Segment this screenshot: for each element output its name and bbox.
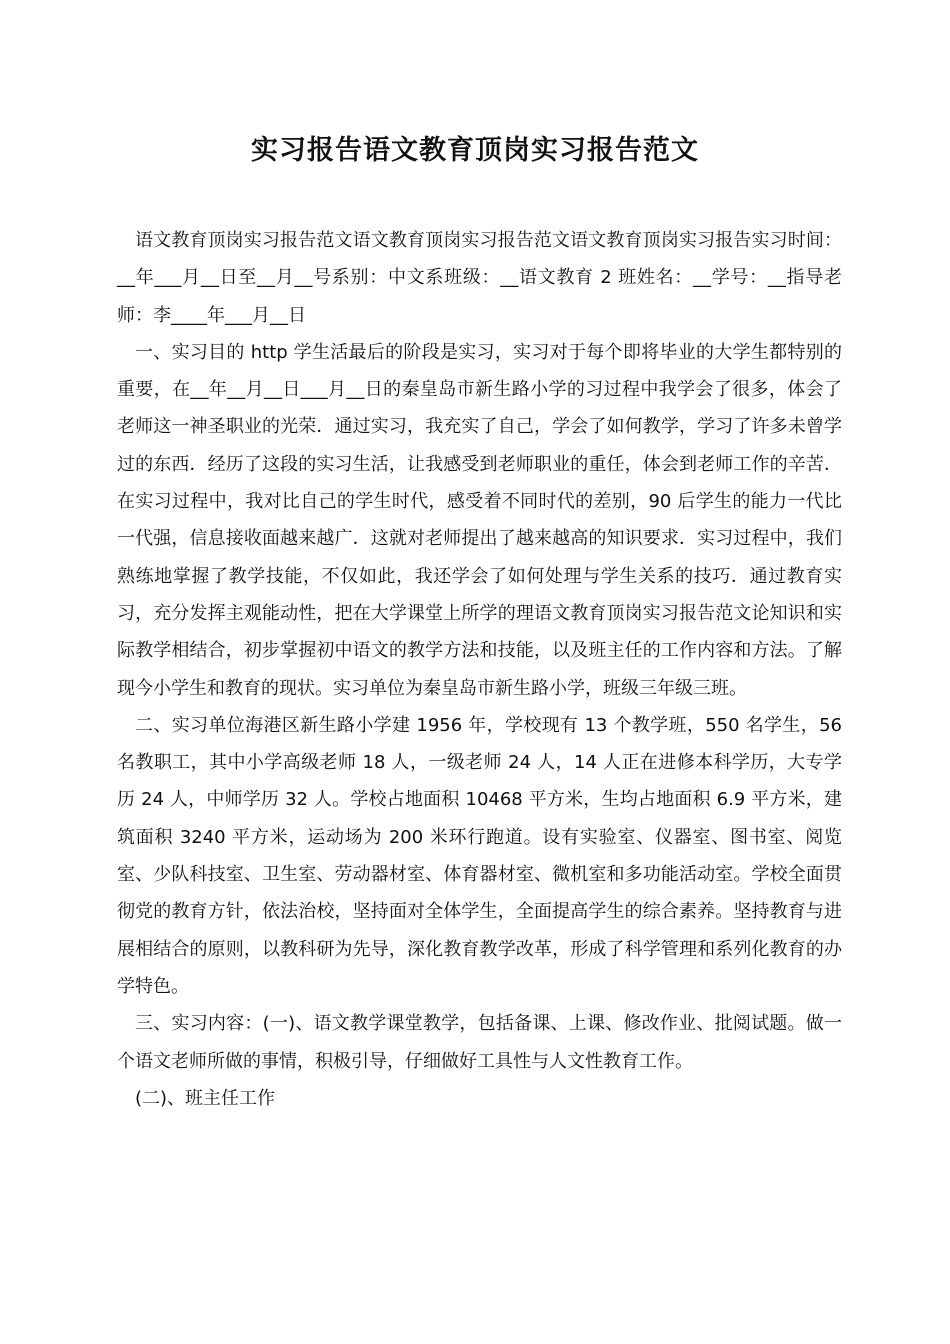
paragraph-purpose: 一、实习目的 http 学生活最后的阶段是实习，实习对于每个即将毕业的大学生都特别的重要，在__年__月__日___月__日的秦皇岛市新生路小学的习过程中我学会了很多，体会了老师这一神圣职业的光荣．通过实习，我充实了自己，学会了如何教学，学习了许多未曾学过的东西．经历了这段的实习生活，让我感受到老师职业的重任，体会到老师工作的辛苦．在实习过程中，我对比自己的学生时代，感受着不同时代的差别，90 后学生的能力一代比一代强，信息接收面越来越广．这就对老师提出了越来越高的知识要求．实习过程中，我们熟练地掌握了教学技能，不仅如此，我还学会了如何处理与学生关系的技巧．通过教育实习，充分发挥主观能动性，把在大学课堂上所学的理语文教育顶岗实习报告范文论知识和实际教学相结合，初步掌握初中语文的教学方法和技能，以及班主任的工作内容和方法。了解现今小学生和教育的现状。实习单位为秦皇岛市新生路小学，班级三年级三班。 (117, 341, 842, 699)
paragraph-content: 三、实习内容：(一)、语文教学课堂教学，包括备课、上课、修改作业、批阅试题。做一个语文老师所做的事情，积极引导，仔细做好工具性与人文性教育工作。 (117, 1013, 842, 1072)
paragraph-class-teacher: (二)、班主任工作 (135, 1087, 276, 1109)
paragraph-unit: 二、实习单位海港区新生路小学建 1956 年，学校现有 13 个教学班，550 名学生，56 名教职工，其中小学高级老师 18 人，一级老师 24 人，14 人正在进修本科学历，大专学历 24 人，中师学历 32 人。学校占地面积 10468 平方米，生均占地面积 6.9 平方米，建筑面积 3240 平方米，运动场为 200 米环行跑道。设有实验室、仪器室、图书室、阅览室、少队科技室、卫生室、劳动器材室、体育器材室、微机室和多功能活动室。学校全面贯彻党的教育方针，依法治校，坚持面对全体学生，全面提高学生的综合素养。坚持教育与进展相结合的原则，以教科研为先导，深化教育教学改革，形成了科学管理和系列化教育的办学特色。 (117, 714, 842, 997)
paragraph-intro: 语文教育顶岗实习报告范文语文教育顶岗实习报告范文语文教育顶岗实习报告实习时间：__年___月__日至__月__号系别：中文系班级：__语文教育 2 班姓名：__学号：__指导老师：李____年___月__日 (117, 230, 842, 326)
document-title: 实习报告语文教育顶岗实习报告范文 (251, 135, 699, 166)
document-body (117, 222, 842, 1117)
